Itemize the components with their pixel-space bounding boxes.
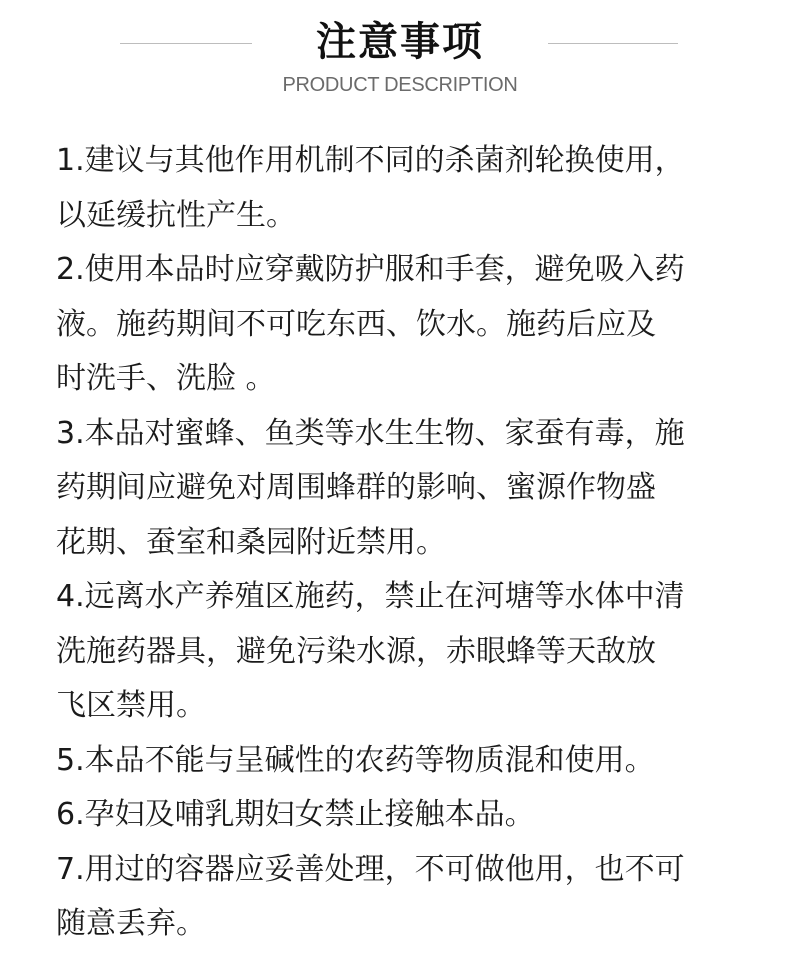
text-line: 5.本品不能与呈碱性的农药等物质混和使用。 [56,742,655,778]
text-line: 6.孕妇及哺乳期妇女禁止接触本品。 [56,797,535,832]
page-title: 注意事项 [316,19,484,65]
header-divider-right [548,43,678,44]
text-line: 飞区禁用。 [56,688,206,723]
text-line: 液。施药期间不可吃东西、饮水。施药后应及 [56,306,656,342]
text-line: 时洗手、洗脸 。 [56,361,276,396]
text-line: 1.建议与其他作用机制不同的杀菌剂轮换使用， [56,143,685,178]
text-line: 7.用过的容器应妥善处理，不可做他用，也不可 [56,851,685,887]
text-line: 4.远离水产养殖区施药，禁止在河塘等水体中清 [56,579,685,614]
text-line: 药期间应避免对周围蜂群的影响、蜜源作物盛 [56,470,656,505]
precautions-text [56,134,776,952]
page-subtitle: PRODUCT DESCRIPTION [282,74,518,96]
text-line: 随意丢弃。 [56,906,206,941]
text-line: 洗施药器具，避免污染水源，赤眼蜂等天敌放 [56,633,656,669]
section-header [0,0,800,110]
text-line: 以延缓抗性产生。 [56,197,296,233]
text-line: 3.本品对蜜蜂、鱼类等水生生物、家蚕有毒，施 [56,415,685,451]
text-line: 花期、蚕室和桑园附近禁用。 [56,524,446,560]
text-line: 2.使用本品时应穿戴防护服和手套，避免吸入药 [56,252,685,287]
